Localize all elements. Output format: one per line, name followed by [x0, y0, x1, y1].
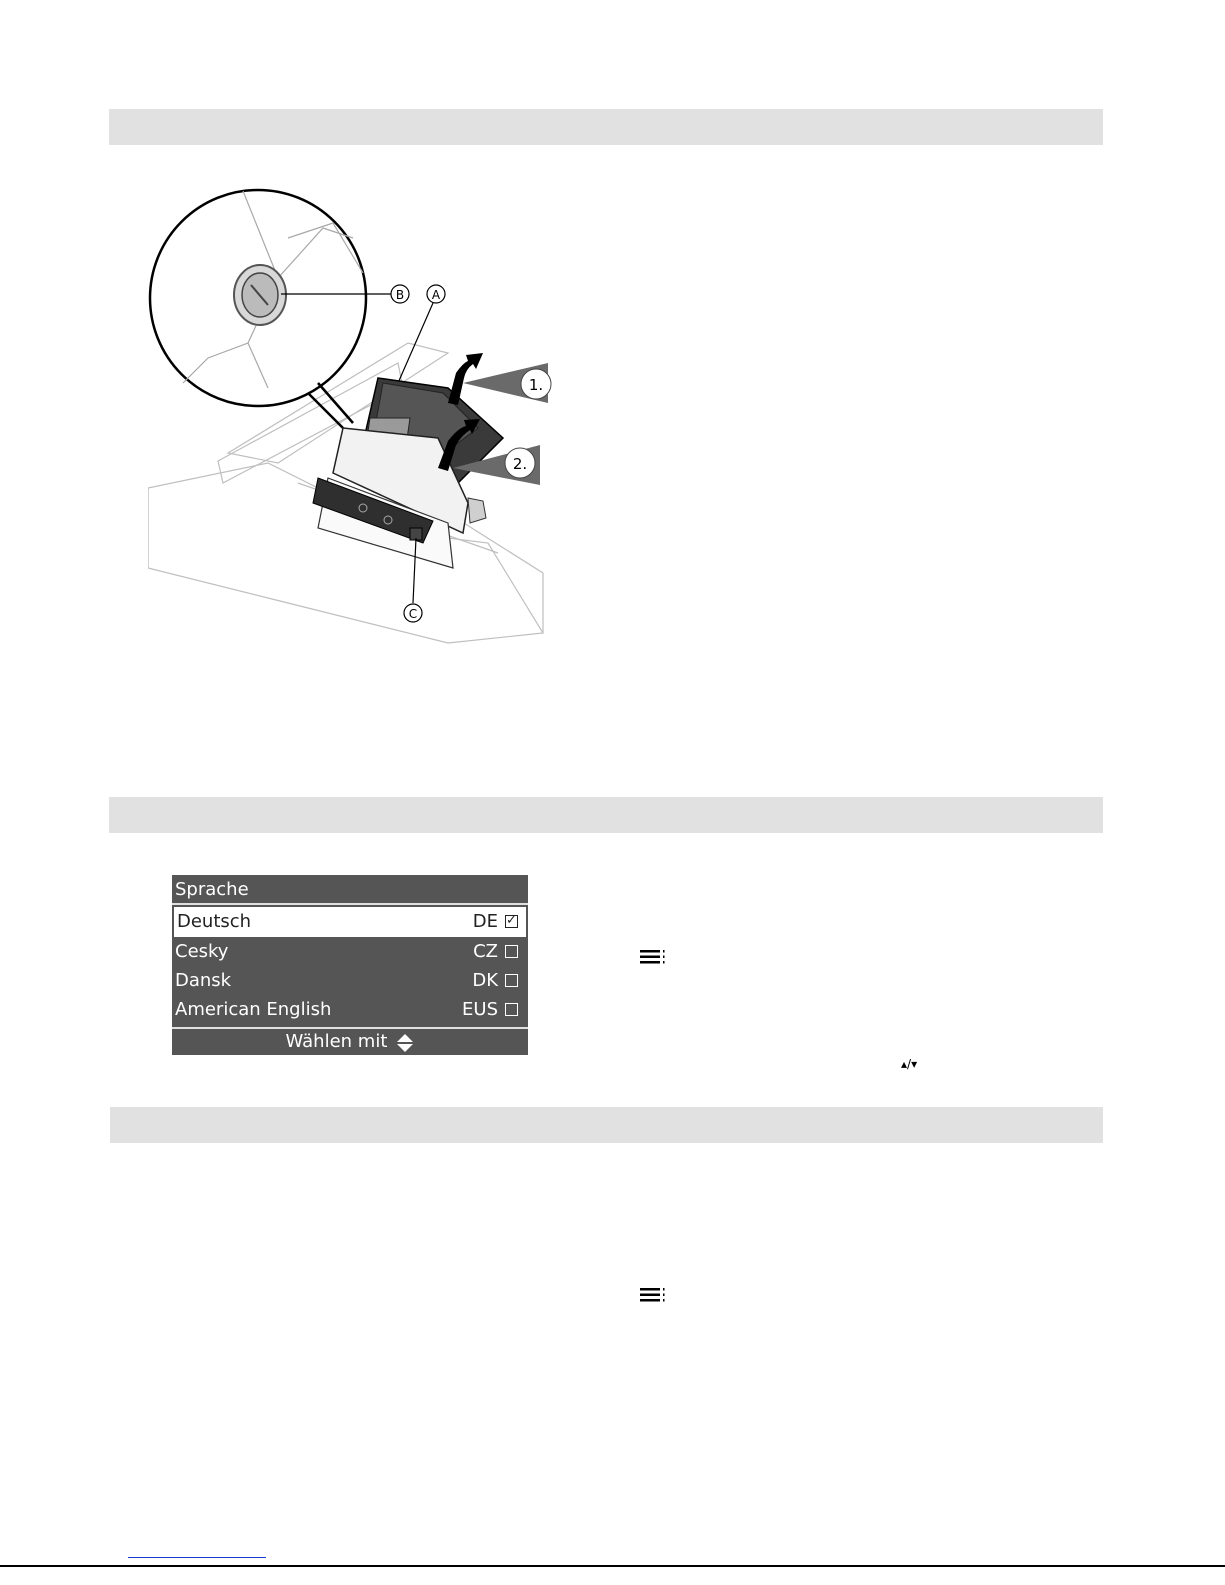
footer-hint: Wählen mit	[285, 1031, 388, 1052]
callout-a-label: A	[431, 288, 441, 302]
checked-checkbox-icon[interactable]: ✓	[506, 913, 517, 928]
language-code: DK	[472, 970, 498, 991]
screen-footer	[172, 1027, 528, 1055]
checkbox-icon[interactable]	[505, 974, 518, 987]
language-label: American English	[175, 999, 332, 1020]
menu-icon	[640, 949, 666, 965]
checkbox-icon[interactable]	[505, 945, 518, 958]
callout-c-label: C	[408, 607, 418, 621]
language-label: Dansk	[175, 970, 232, 991]
screen-title: Sprache	[175, 879, 249, 900]
language-selection-screen	[172, 875, 528, 1055]
up-down-arrow-icon	[396, 1033, 414, 1053]
language-item-american-english[interactable]	[172, 995, 528, 1024]
section-header-bar	[109, 109, 1103, 145]
language-label: Deutsch	[177, 911, 252, 932]
language-item-dansk[interactable]	[172, 966, 528, 995]
step-2-label: 2.	[512, 455, 528, 473]
device-illustration	[148, 183, 558, 648]
checkbox-icon[interactable]	[505, 1003, 518, 1016]
callout-b-label: B	[395, 288, 405, 302]
section-header-bar	[110, 1107, 1103, 1143]
menu-icon	[640, 1287, 666, 1303]
up-down-arrow-icon: ▴/▾	[901, 1057, 918, 1071]
language-code: DE	[472, 911, 498, 932]
footer-link-underline[interactable]	[128, 1557, 266, 1558]
language-label: Cesky	[175, 941, 229, 962]
step-1-label: 1.	[528, 376, 544, 394]
footer-rule	[0, 1565, 1225, 1567]
screen-title-bar	[172, 875, 528, 905]
language-item-deutsch[interactable]	[174, 907, 526, 937]
language-code: CZ	[473, 941, 498, 962]
language-item-cesky[interactable]	[172, 937, 528, 966]
language-code: EUS	[462, 999, 498, 1020]
section-header-bar	[109, 797, 1103, 833]
